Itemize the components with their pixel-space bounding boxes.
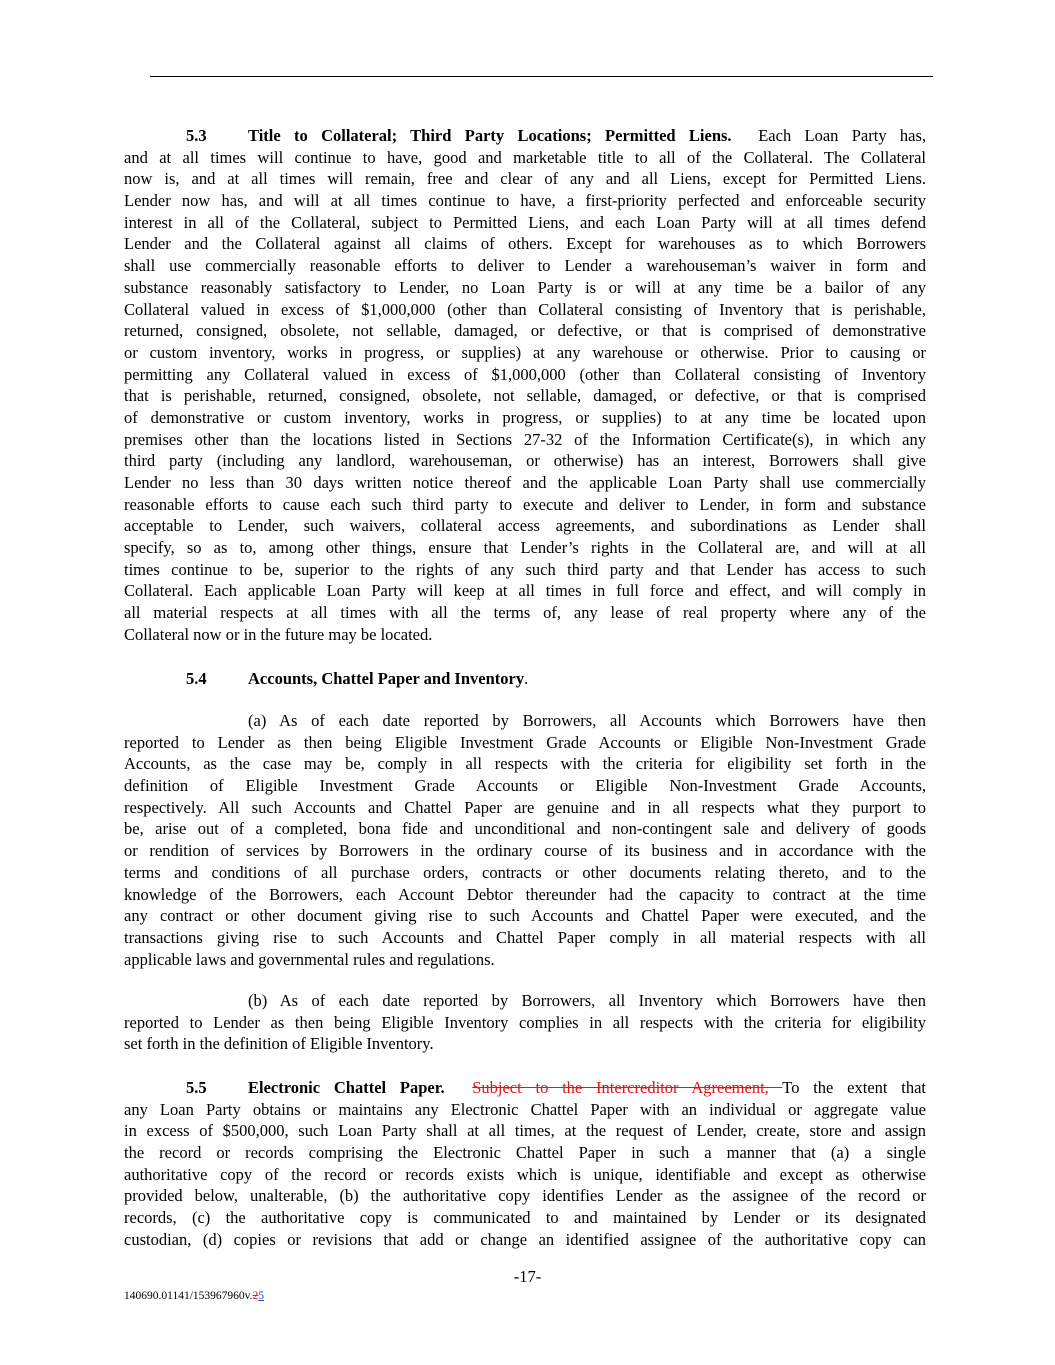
section-5-3 [124, 125, 926, 646]
section-heading-line [124, 125, 926, 147]
section-number: 5.5 [186, 1078, 207, 1097]
paragraph-5-4-b [124, 990, 926, 1055]
title-suffix: . [524, 669, 529, 688]
text-line: and at all times will continue to have, good and marketable title to all of the Collateral. The Collateral [124, 147, 926, 167]
text-line: the record or records comprising the Electronic Chattel Paper in such a manner that (a) a single [124, 1143, 926, 1163]
text-line: reported to Lender as then being Eligible Inventory complies in all respects with the criteria for eligibility [124, 1012, 926, 1032]
section-number: 5.4 [186, 669, 207, 688]
page-number: -17- [513, 1267, 542, 1286]
text-line: third party (including any landlord, warehouseman, or otherwise) has an interest, Borrowers shall give [124, 451, 926, 471]
section-5-4 [124, 668, 926, 690]
text-line: provided below, unalterable, (b) the authoritative copy identifies Lender as the assignee of the record or [124, 1186, 926, 1206]
text-line: Lender now has, and will at all times continue to have, a first-priority perfected and enforceable security [124, 191, 926, 211]
text-line: reported to Lender as then being Eligible Investment Grade Accounts or Eligible Non-Investment Grade [124, 732, 926, 752]
text-line: transactions giving rise to such Accounts and Chattel Paper comply in all material respects with all [124, 927, 926, 947]
section-title: Title to Collateral; Third Party Locations; Permitted Liens. [248, 126, 732, 145]
text-line: Collateral now or in the future may be located. [124, 624, 433, 644]
text-line: definition of Eligible Investment Grade Accounts or Eligible Non-Investment Grade Accounts, [124, 776, 926, 796]
doc-id-prefix: 140690.01141/153967960v. [124, 1290, 253, 1302]
text-line: any contract or other document giving rise to such Accounts and Chattel Paper were executed, and the [124, 906, 926, 926]
text-line: Collateral. Each applicable Loan Party will keep at all times in full force and effect, and will comply in [124, 581, 926, 601]
text-line: permitting any Collateral valued in excess of $1,000,000 (other than Collateral consisting of Inventory [124, 364, 926, 384]
text-line: interest in all of the Collateral, subject to Permitted Liens, and each Loan Party will at all times defend [124, 212, 926, 232]
section-5-5 [124, 1077, 926, 1251]
section-title: Accounts, Chattel Paper and Inventory [248, 669, 525, 688]
text-line: premises other than the locations listed in Sections 27-32 of the Information Certificate(s), in which any [124, 429, 926, 449]
text-line: records, (c) the authoritative copy is communicated to and maintained by Lender or its designated [124, 1208, 926, 1228]
text-line: (a) As of each date reported by Borrowers, all Accounts which Borrowers have then [248, 711, 926, 730]
text-line: be, arise out of a completed, bona fide and unconditional and non-contingent sale and delivery of goods [124, 819, 926, 839]
text-line: shall use commercially reasonable efforts to deliver to Lender a warehouseman’s waiver in form and [124, 256, 926, 276]
text-line: Collateral valued in excess of $1,000,000 (other than Collateral consisting of Inventory that is perishable, [124, 299, 926, 319]
text-line: reasonable efforts to cause each such third party to execute and deliver to Lender, in form and substance [124, 494, 926, 514]
section-text: Each Loan Party has, [758, 126, 927, 145]
doc-id-deleted-version: 2 [252, 1290, 259, 1302]
text-line: custodian, (d) copies or revisions that add or change an identified assignee of the authoritative copy can [124, 1229, 926, 1249]
section-title: Electronic Chattel Paper. [248, 1078, 445, 1097]
text-line: or rendition of services by Borrowers in the ordinary course of its business and in accordance with the [124, 841, 926, 861]
section-text: To the extent that [782, 1078, 926, 1097]
text-line: or custom inventory, works in progress, or supplies) at any warehouse or otherwise. Prior to causing or [124, 342, 926, 362]
section-heading-line [124, 668, 926, 690]
text-line: respectively. All such Accounts and Chattel Paper are genuine and in all respects what they purport to [124, 797, 926, 817]
section-number: 5.3 [186, 126, 207, 145]
deleted-text: Subject to the Intercreditor Agreement, [472, 1078, 783, 1097]
text-line: set forth in the definition of Eligible Inventory. [124, 1034, 434, 1054]
text-line: in excess of $500,000, such Loan Party shall at all times, at the request of Lender, create, store and assign [124, 1121, 926, 1141]
text-line: authoritative copy of the record or records exists which is unique, identifiable and except as otherwise [124, 1164, 926, 1184]
text-line: applicable laws and governmental rules and regulations. [124, 949, 495, 969]
text-line: of demonstrative or custom inventory, works in progress, or supplies) to at any time be located upon [124, 407, 926, 427]
text-line: Lender and the Collateral against all claims of others. Except for warehouses as to which Borrowers [124, 234, 926, 254]
text-line: any Loan Party obtains or maintains any Electronic Chattel Paper with an individual or aggregate value [124, 1099, 926, 1119]
text-line: substance reasonably satisfactory to Lender, no Loan Party is or will at any time be a bailor of any [124, 277, 926, 297]
text-line: Lender no less than 30 days written notice thereof and the applicable Loan Party shall use commercially [124, 473, 926, 492]
text-line: Accounts, as the case may be, comply in all respects with the criteria for eligibility set forth in the [124, 754, 926, 774]
document-id [124, 1290, 264, 1302]
text-line: specify, so as to, among other things, ensure that Lender’s rights in the Collateral are, and will at all [124, 538, 926, 558]
text-line: all material respects at all times with all the terms of, any lease of real property where any of the [124, 603, 926, 623]
text-line: terms and conditions of all purchase orders, contracts or other documents relating thereto, and to the [124, 862, 926, 882]
text-line: acceptable to Lender, such waivers, collateral access agreements, and subordinations as Lender shall [124, 516, 926, 536]
text-line: times continue to be, superior to the rights of any such third party and that Lender has access to such [124, 559, 926, 579]
text-line: that is perishable, returned, consigned, obsolete, not sellable, damaged, or defective, or that is comprised [124, 386, 926, 406]
text-line: (b) As of each date reported by Borrowers, all Inventory which Borrowers have then [248, 991, 926, 1010]
text-line: returned, consigned, obsolete, not sellable, damaged, or defective, or that is comprised of demonstrative [124, 321, 926, 341]
header-rule [150, 76, 933, 77]
section-heading-line [124, 1077, 926, 1099]
text-line: knowledge of the Borrowers, each Account Debtor thereunder had the capacity to contract at the time [124, 884, 926, 904]
paragraph-5-4-a [124, 710, 926, 970]
text-line: now is, and at all times will remain, free and clear of any and all Liens, except for Permitted Liens. [124, 169, 926, 189]
doc-id-inserted-version: 5 [258, 1290, 265, 1302]
